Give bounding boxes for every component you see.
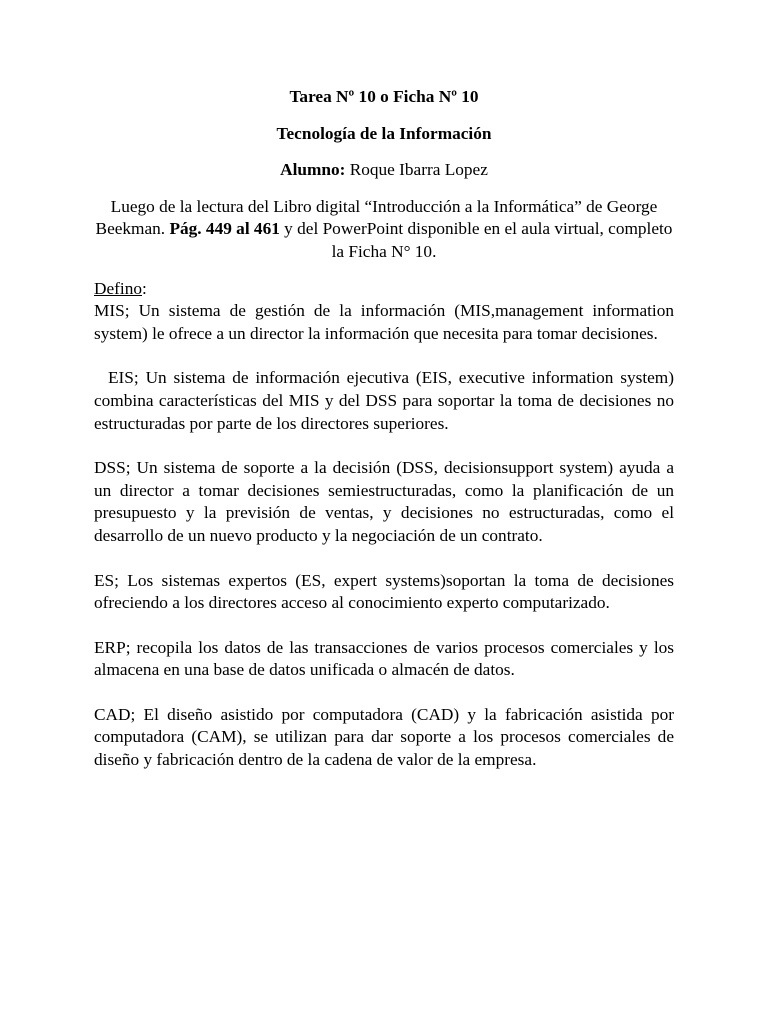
intro-text-part2: y del PowerPoint disponible en el aula virtual, completo la Ficha N° 10. — [279, 219, 673, 261]
paragraph-mis: MIS; Un sistema de gestión de la información (MIS,management information system) le ofrece a un director la información que necesita para tomar decisiones. — [94, 301, 674, 343]
paragraph-cad: CAD; El diseño asistido por computadora (CAD) y la fabricación asistida por computadora (CAM), se utilizan para dar soporte a los procesos comerciales de diseño y fabricación dentro de la cadena de valor de la empresa. — [94, 704, 674, 770]
define-heading — [94, 278, 674, 301]
define-colon: : — [142, 278, 147, 298]
intro-paragraph — [94, 196, 674, 264]
paragraph-es: ES; Los sistemas expertos (ES, expert systems)soportan la toma de decisiones ofreciendo a los directores acceso al conocimiento experto computarizado. — [94, 570, 674, 613]
document-title: Tarea Nº 10 o Ficha Nº 10 — [289, 87, 479, 106]
paragraph-dss: DSS; Un sistema de soporte a la decisión (DSS, decisionsupport system) ayuda a un director a tomar decisiones semiestructuradas, como la planificación de un presupuesto y la previsión de ventas, y decisiones no estructuradas, como el desarrollo de un nuevo producto y la negociación de un contrato. — [94, 458, 674, 545]
student-name: Roque Ibarra Lopez — [345, 160, 488, 180]
document-subtitle: Tecnología de la Información — [276, 123, 492, 143]
intro-text-part1: Luego de la lectura del Libro digital “Introducción a la Informática” de George Beekman. — [95, 196, 658, 239]
paragraph-erp: ERP; recopila los datos de las transacciones de varios procesos comerciales y los almacena en una base de datos unificada o almacén de datos. — [94, 637, 674, 680]
intro-pages-bold: Pág. 449 al 461 — [169, 219, 280, 239]
define-label: Defino — [94, 278, 142, 298]
paragraph-eis: EIS; Un sistema de información ejecutiva (EIS, executive information system) combina características del MIS y del DSS para soportar la toma de decisiones no estructuradas por parte de los directores superiores. — [94, 368, 674, 433]
student-label: Alumno: — [280, 160, 346, 180]
student-line — [94, 159, 674, 182]
